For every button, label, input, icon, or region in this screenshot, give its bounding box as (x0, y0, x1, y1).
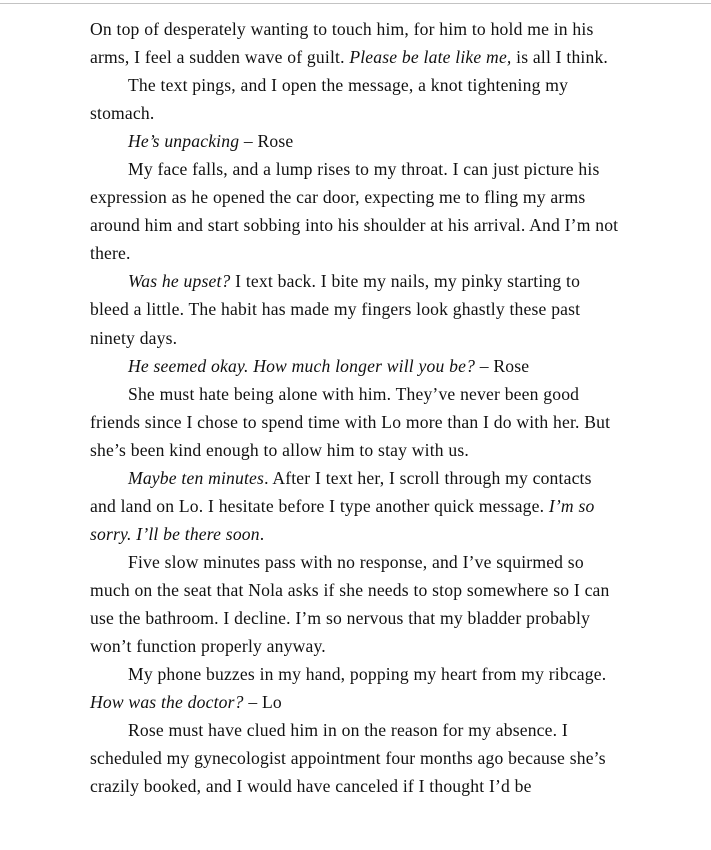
text-run: is all I think. (511, 47, 609, 68)
paragraph (90, 660, 622, 716)
paragraph (90, 464, 622, 548)
paragraph (90, 352, 622, 380)
paragraph (90, 15, 622, 71)
italic-text-run: Was he upset? (128, 271, 231, 292)
text-run: . (259, 523, 265, 544)
text-run: Five slow minutes pass with no response, and I’ve squirmed so much on the seat that Nola asks if she needs to stop somewhere so I can use the bathroom. I decline. I’m so nervous that my bladder probably won’t function properly anyway. (90, 551, 610, 657)
text-run: Rose must have clued him in on the reason for my absence. I scheduled my gynecologist appointment four months ago because she’s crazily booked, and I would have canceled if I thought I’d be (90, 720, 606, 797)
italic-text-run: He’s unpacking (128, 131, 240, 152)
paragraph (90, 548, 622, 660)
paragraph (90, 716, 622, 800)
text-run: – Rose (475, 355, 530, 376)
text-run: – Lo (243, 692, 282, 713)
paragraph (90, 380, 622, 464)
page-top-divider (0, 3, 711, 4)
text-run: She must hate being alone with him. They’ve never been good friends since I chose to spend time with Lo more than I do with her. But she’s been kind enough to allow him to stay with us. (90, 383, 611, 460)
italic-text-run: Please be late like me, (349, 47, 512, 68)
italic-text-run: How was the doctor? (90, 692, 244, 713)
text-run: My face falls, and a lump rises to my throat. I can just picture his expression as he opened the car door, expecting me to fling my arms around him and start sobbing into his shoulder at his arrival. And I’m not there. (90, 159, 619, 264)
text-run: The text pings, and I open the message, a knot tightening my stomach. (90, 75, 569, 124)
italic-text-run: I’m so sorry. I’ll be there soon (90, 495, 595, 544)
paragraph (90, 71, 622, 127)
text-run: I text back. I bite my nails, my pinky starting to bleed a little. The habit has made my fingers look ghastly these past ninety days. (90, 271, 581, 348)
page-text-column (90, 15, 622, 800)
text-run: . After I text her, I scroll through my contacts and land on Lo. I hesitate before I type another quick message. (90, 467, 592, 516)
text-run: On top of desperately wanting to touch him, for him to hold me in his arms, I feel a sudden wave of guilt. (90, 19, 594, 68)
paragraph (90, 155, 622, 267)
text-run: – Rose (239, 131, 294, 152)
paragraph (90, 127, 622, 155)
text-run: My phone buzzes in my hand, popping my heart from my ribcage. (128, 664, 607, 685)
italic-text-run: He seemed okay. How much longer will you be? (128, 355, 476, 376)
paragraph (90, 267, 622, 351)
italic-text-run: Maybe ten minutes (128, 467, 265, 488)
